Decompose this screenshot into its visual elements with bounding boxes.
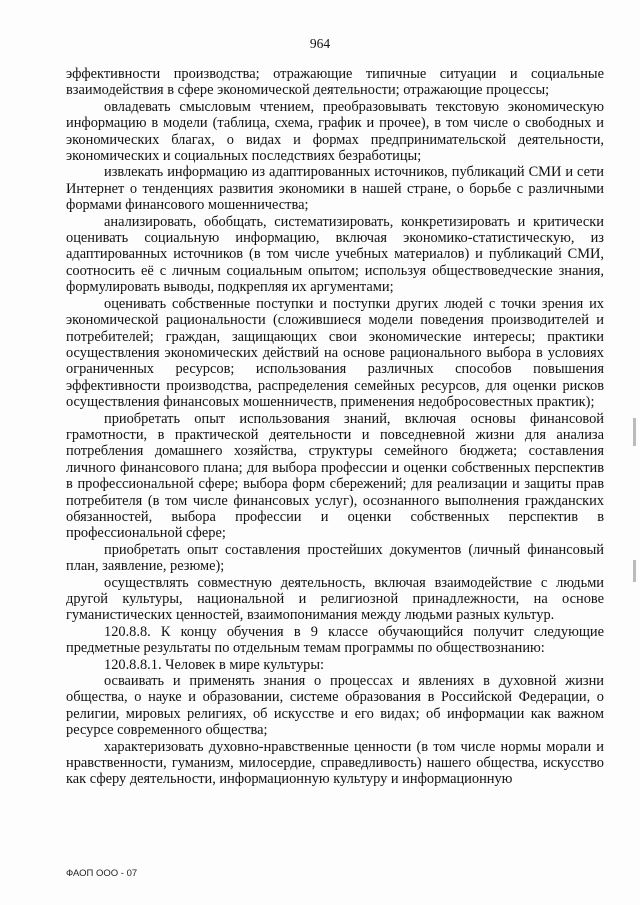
section-intro-paragraph: 120.8.8. К концу обучения в 9 классе обучающийся получит следующие предметные результаты по отдельным темам программы по обществознанию: bbox=[66, 623, 604, 657]
section-heading: 120.8.8.1. Человек в мире культуры: bbox=[104, 656, 325, 673]
scan-edge-mark bbox=[633, 418, 636, 446]
paragraph: характеризовать духовно-нравственные ценности (в том числе нормы морали и нравственности, гуманизм, милосердие, справедливость) нашего общества, искусство как сферу деятельности, информационную культуру и информационную bbox=[66, 738, 604, 788]
paragraph: осваивать и применять знания о процессах и явлениях в духовной жизни общества, о науке и образовании, системе образования в Российской Федерации, о религии, мировых религиях, об искусстве и его видах; об информации как важном ресурсе современного общества; bbox=[66, 673, 604, 739]
paragraph: приобретать опыт использования знаний, включая основы финансовой грамотности, в практической деятельности и повседневной жизни для анализа потребления домашнего хозяйства, структуры семейного бюджета; составления личного финансового плана; для выбора профессии и оценки собственных перспектив в профессиональной сфере; выбора форм сбережений; для реализации и защиты прав потребителя (в том числе финансовых услуг), осознанного выполнения гражданских обязанностей, выбора профессии и оценки собственных перспектив в профессиональной сфере; bbox=[66, 410, 604, 542]
scan-edge-mark bbox=[633, 560, 636, 582]
page-number: 964 bbox=[309, 36, 331, 51]
paragraph: извлекать информацию из адаптированных источников, публикаций СМИ и сети Интернет о тенденциях развития экономики в нашей стране, о борьбе с различными формами финансового мошенничества; bbox=[66, 164, 604, 214]
footer-label: ФАОП ООО - 07 bbox=[66, 868, 138, 879]
paragraph: эффективности производства; отражающие типичные ситуации и социальные взаимодействия в сфере экономической деятельности; отражающие процессы; bbox=[66, 66, 604, 99]
paragraph: приобретать опыт составления простейших документов (личный финансовый план, заявление, резюме); bbox=[66, 541, 604, 575]
paragraph: овладевать смысловым чтением, преобразовывать текстовую экономическую информацию в модели (таблица, схема, график и прочее), в том числе о свободных и экономических благах, о видах и формах предпринимательской деятельности, экономических и социальных последствиях безработицы; bbox=[66, 98, 604, 165]
paragraph: оценивать собственные поступки и поступки других людей с точки зрения их экономической рациональности (сложившиеся модели поведения производителей и потребителей; граждан, защищающих свои экономические интересы; практики осуществления экономических действий на основе рационального выбора в условиях ограниченных ресурсов; использования различных способов повышения эффективности производства, распределения семейных ресурсов, для оценки рисков осуществления финансовых мошенничеств, применения недобросовестных практик); bbox=[66, 295, 604, 411]
paragraph: анализировать, обобщать, систематизировать, конкретизировать и критически оценивать социальную информацию, включая экономико-статистическую, из адаптированных источников (в том числе учебных материалов) и публикаций СМИ, соотносить её с личным социальным опытом; используя обществоведческие знания, формулировать выводы, подкрепляя их аргументами; bbox=[66, 213, 604, 296]
paragraph: осуществлять совместную деятельность, включая взаимодействие с людьми другой культуры, национальной и религиозной принадлежности, на основе гуманистических ценностей, взаимопонимания между людьми разных культур. bbox=[66, 574, 604, 624]
page-body bbox=[66, 66, 604, 788]
